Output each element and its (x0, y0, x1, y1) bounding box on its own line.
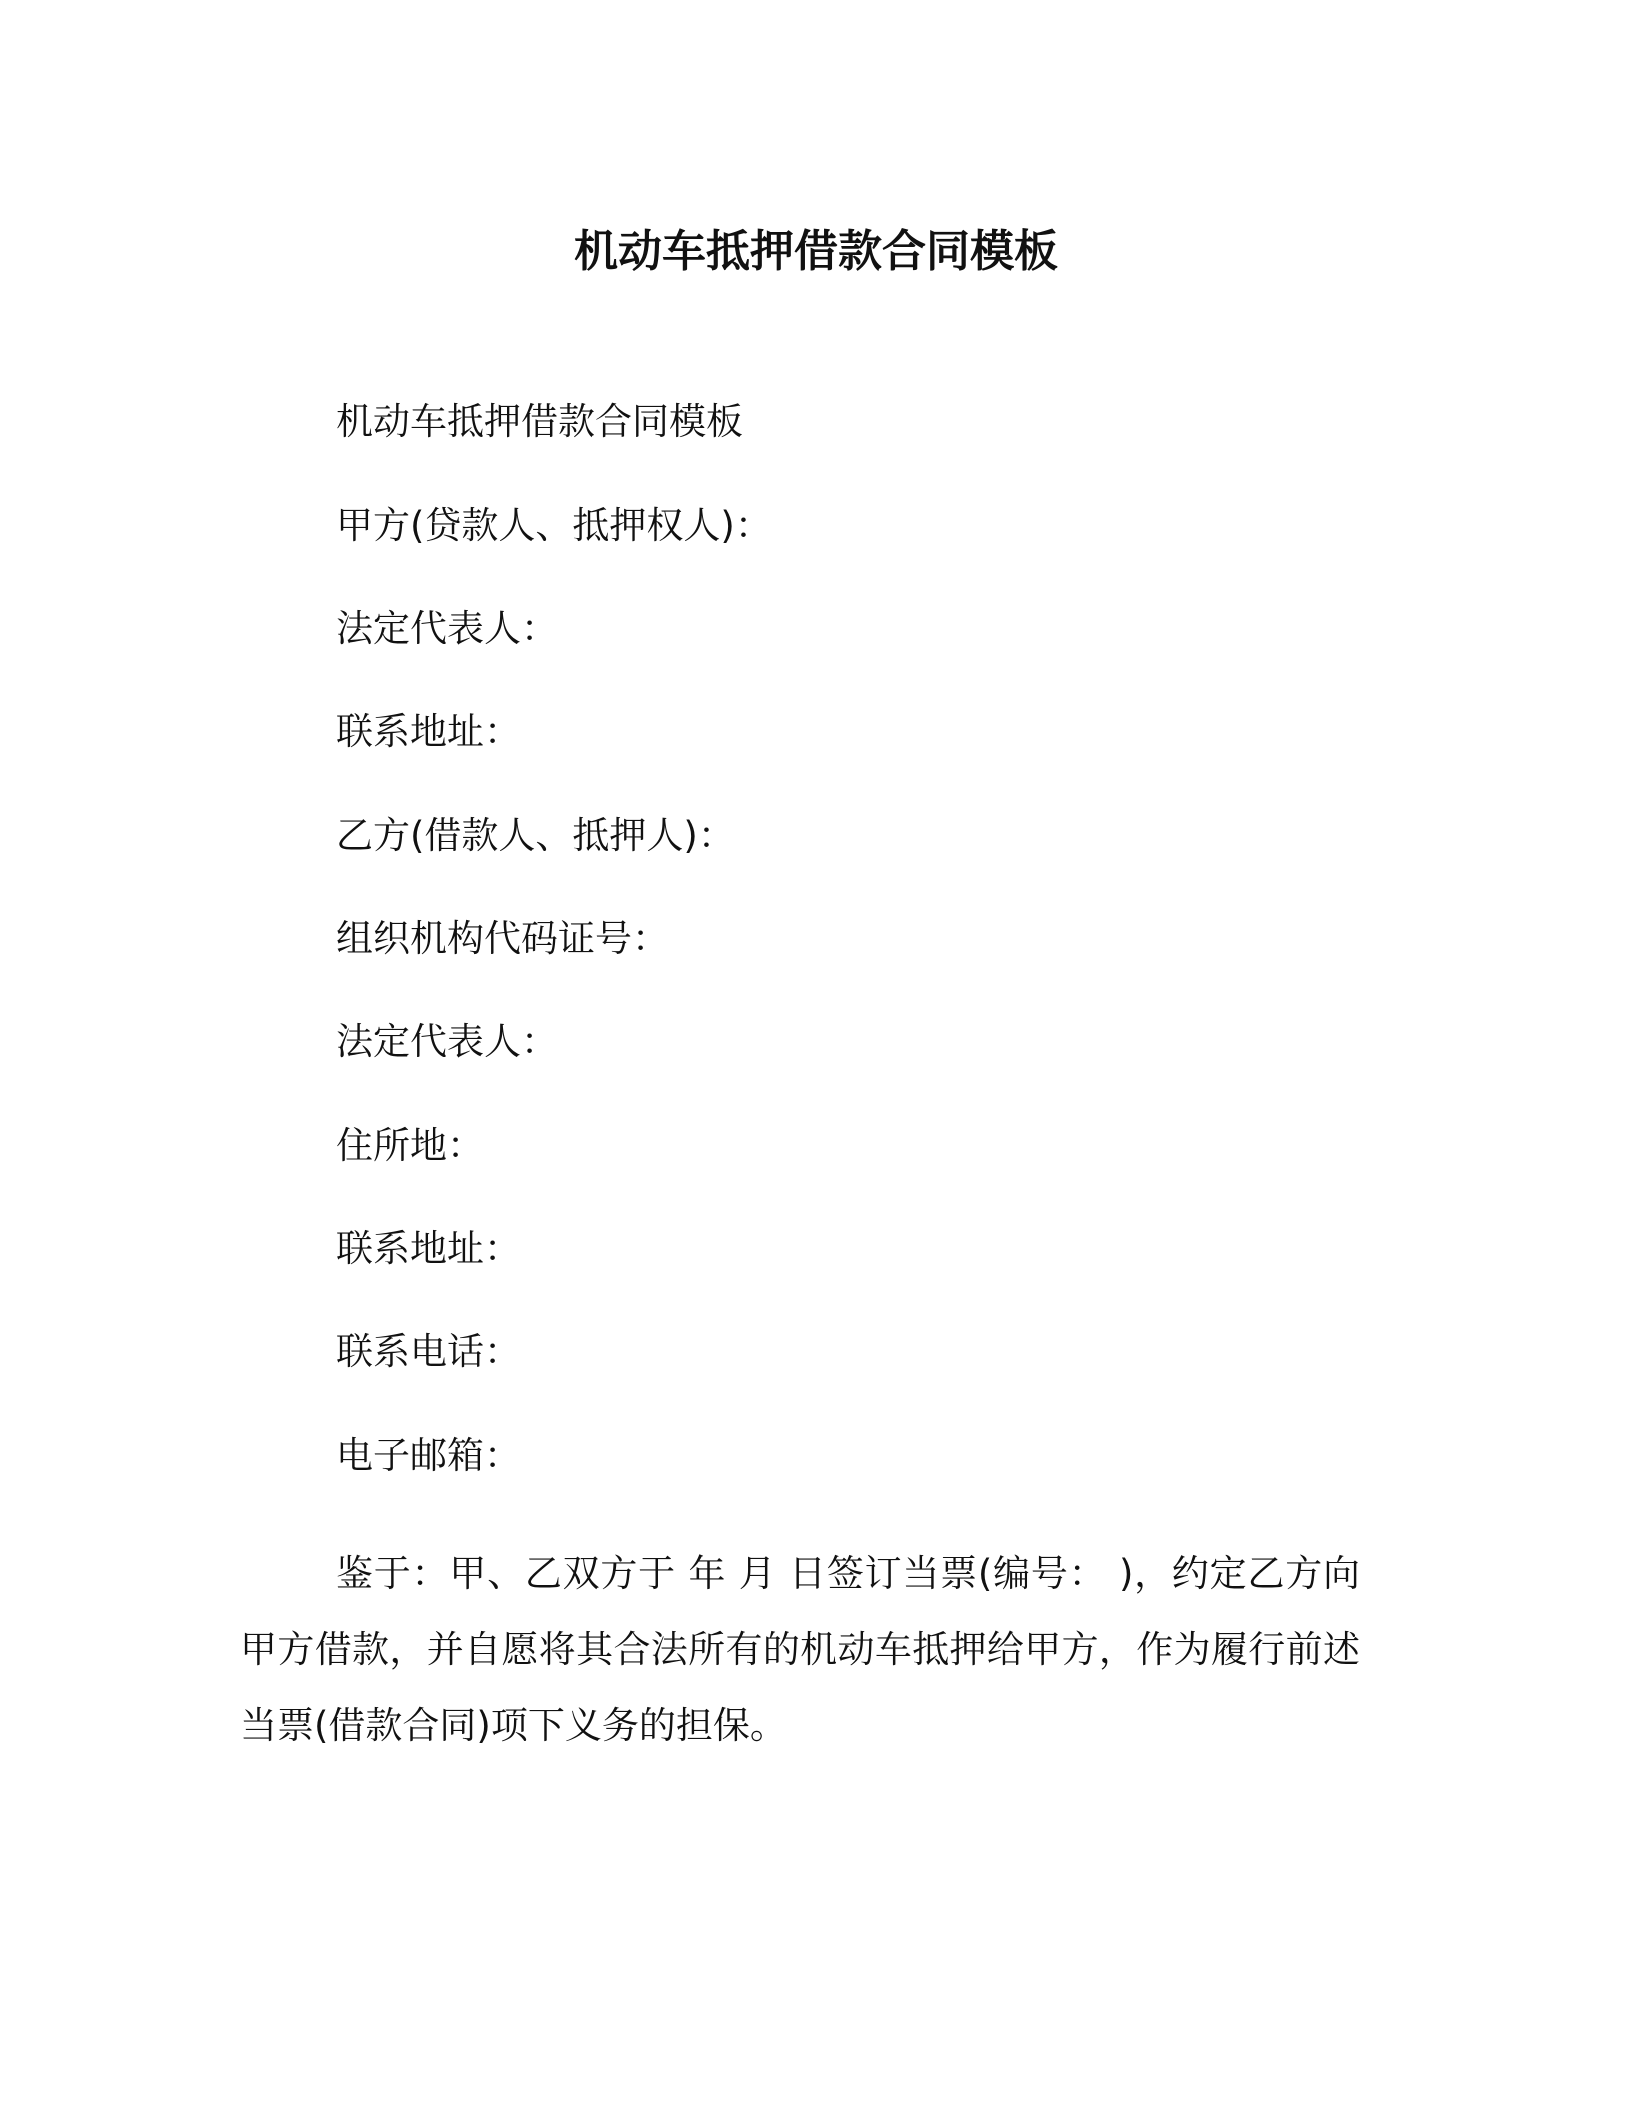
party-b-email-line: 电子邮箱： (336, 1434, 521, 1477)
party-a-line: 甲方(贷款人、抵押权人)： (336, 504, 772, 547)
document-title: 机动车抵押借款合同模板 (574, 226, 1058, 277)
party-a-legal-rep-line: 法定代表人： (336, 607, 558, 650)
party-a-address-line: 联系地址： (336, 710, 521, 753)
party-b-line: 乙方(借款人、抵押人)： (336, 814, 735, 857)
subtitle-line: 机动车抵押借款合同模板 (336, 400, 743, 443)
party-b-legal-rep-line: 法定代表人： (336, 1020, 558, 1063)
party-b-domicile-line: 住所地： (336, 1124, 484, 1167)
whereas-paragraph: 鉴于：甲、乙双方于 年 月 日签订当票(编号： )，约定乙方向甲方借款，并自愿将其合法所有的机动车抵押给甲方，作为履行前述当票(借款合同)项下义务的担保。 (240, 1552, 1360, 1747)
party-b-address-line: 联系地址： (336, 1227, 521, 1270)
party-b-phone-line: 联系电话： (336, 1330, 521, 1373)
party-b-org-code-line: 组织机构代码证号： (336, 917, 669, 960)
